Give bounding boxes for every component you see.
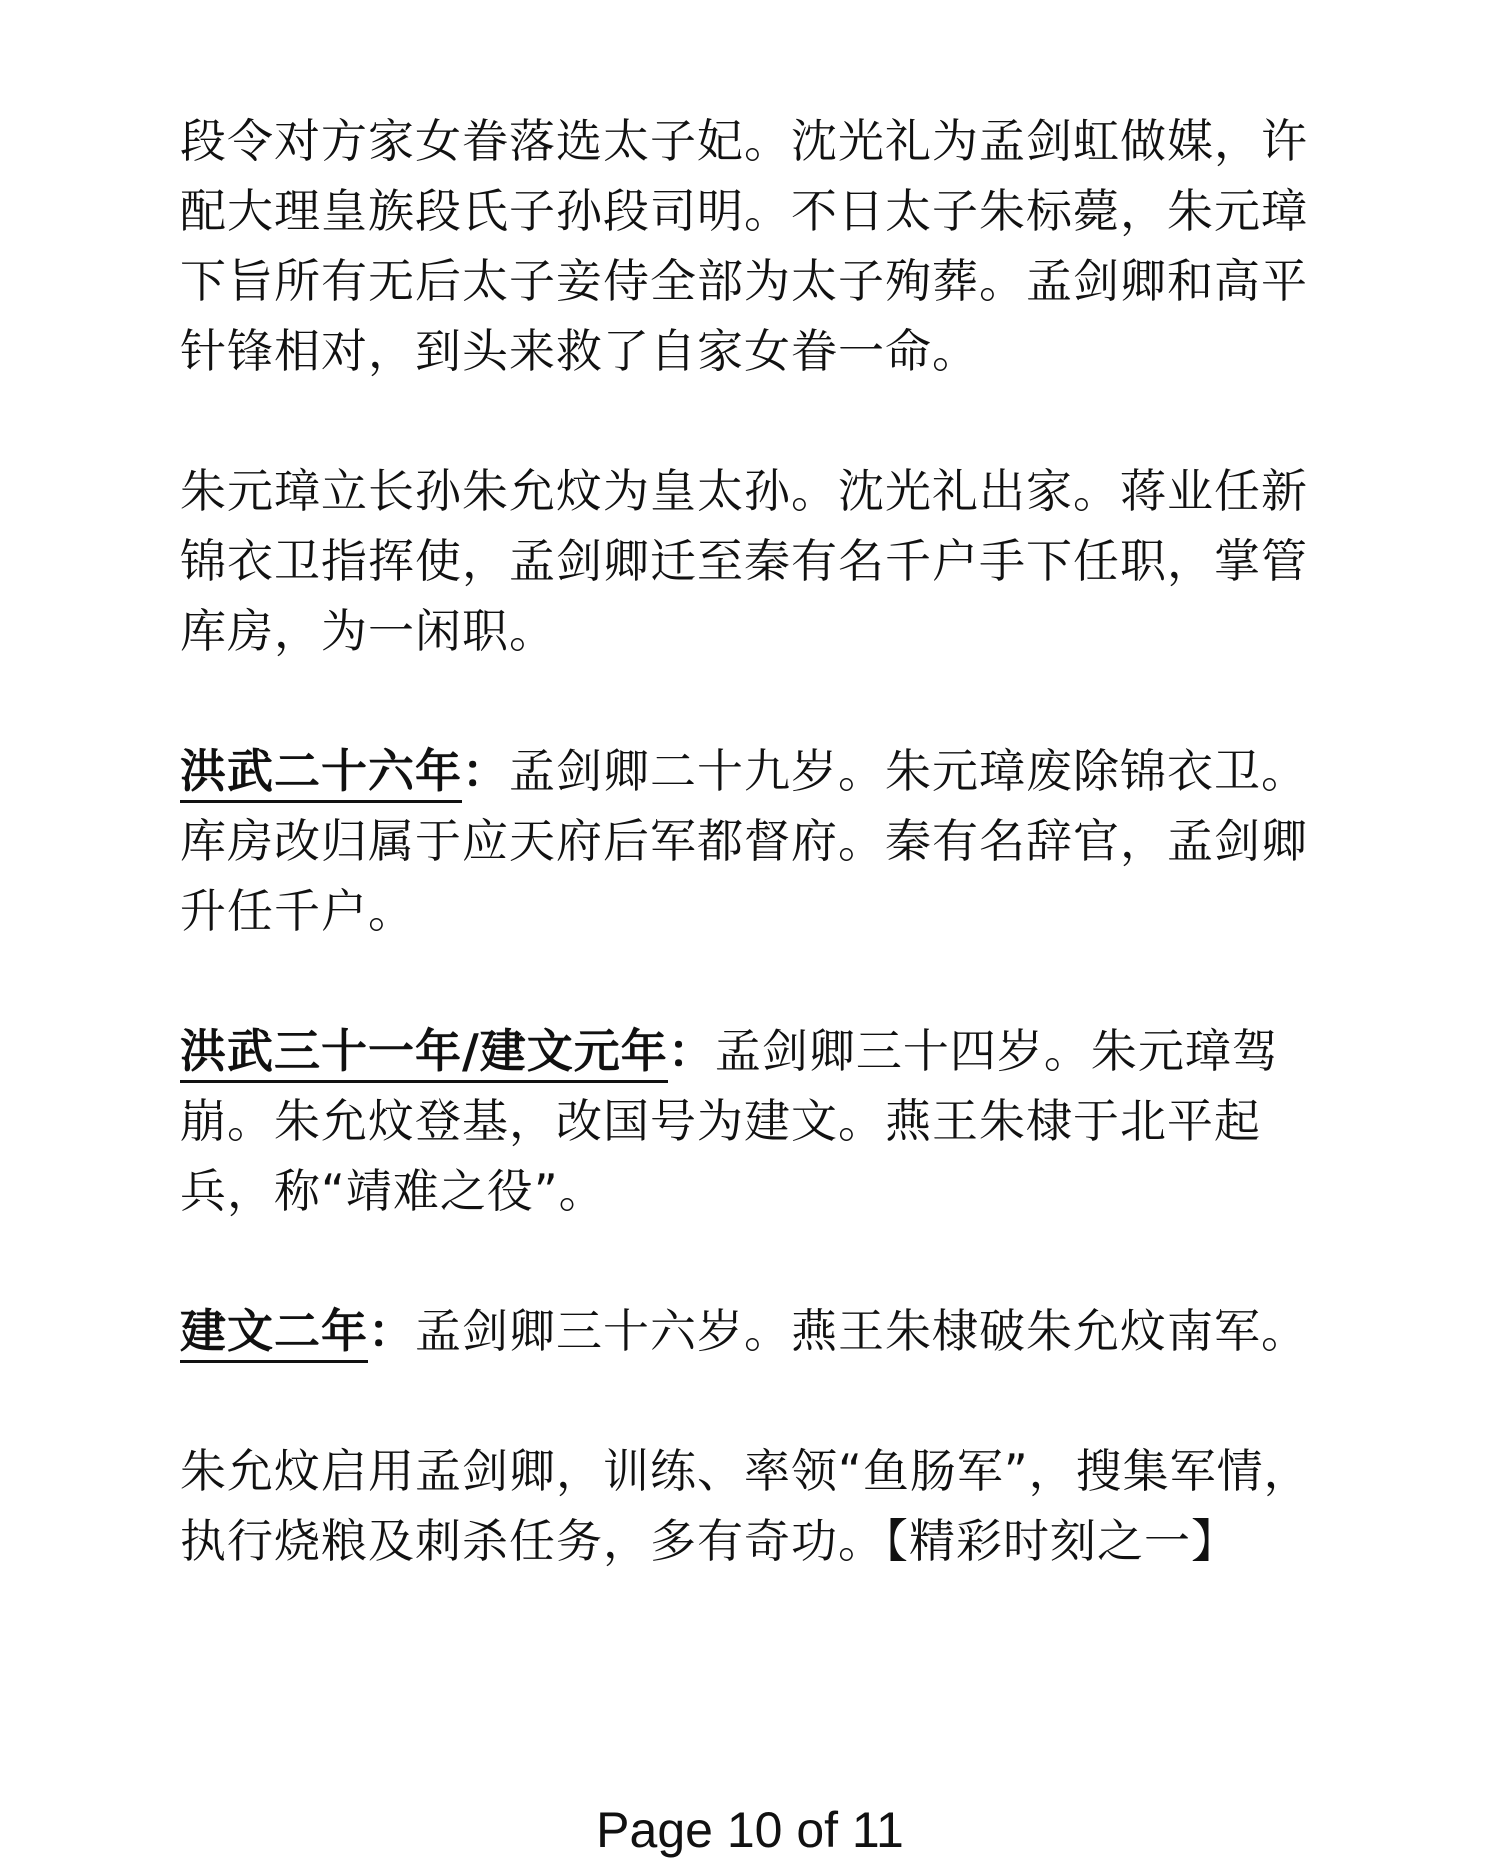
year-separator: ： (667, 1024, 715, 1078)
year-separator: ： (462, 744, 509, 798)
paragraph (180, 456, 1330, 666)
paragraph-text: 朱元璋立长孙朱允炆为皇太孙。沈光礼出家。蒋业任新锦衣卫指挥使，孟剑卿迁至秦有名千户手下任职，掌管库房，为一闲职。 (180, 464, 1308, 658)
paragraph-text: 孟剑卿三十六岁。燕王朱棣破朱允炆南军。 (415, 1304, 1308, 1358)
paragraph-text: 段令对方家女眷落选太子妃。沈光礼为孟剑虹做媒，许配大理皇族段氏子孙段司明。不日太子朱标薨，朱元璋下旨所有无后太子妾侍全部为太子殉葬。孟剑卿和高平针锋相对，到头来救了自家女眷一命。 (180, 114, 1308, 378)
year-heading: 建文二年 (180, 1304, 368, 1363)
paragraph (180, 106, 1330, 386)
year-separator: ： (368, 1304, 415, 1358)
paragraph-text: 孟剑卿二十九岁。朱元璋废除锦衣卫。库房改归属于应天府后军都督府。秦有名辞官，孟剑卿升任千户。 (180, 744, 1308, 938)
paragraph (180, 1016, 1330, 1226)
paragraph-text: 孟剑卿三十四岁。朱元璋驾崩。朱允炆登基，改国号为建文。燕王朱棣于北平起兵，称“靖难之役”。 (180, 1024, 1279, 1218)
year-heading: 洪武三十一年/建文元年 (180, 1024, 668, 1083)
document-body (180, 106, 1330, 1646)
page-number: Page 10 of 11 (596, 1802, 904, 1858)
year-heading: 洪武二十六年 (180, 744, 462, 803)
paragraph (180, 1296, 1330, 1366)
paragraph (180, 736, 1330, 946)
paragraph (180, 1436, 1330, 1576)
paragraph-text: 朱允炆启用孟剑卿，训练、率领“鱼肠军”，搜集军情，执行烧粮及刺杀任务，多有奇功。【精彩时刻之一】 (180, 1444, 1311, 1568)
